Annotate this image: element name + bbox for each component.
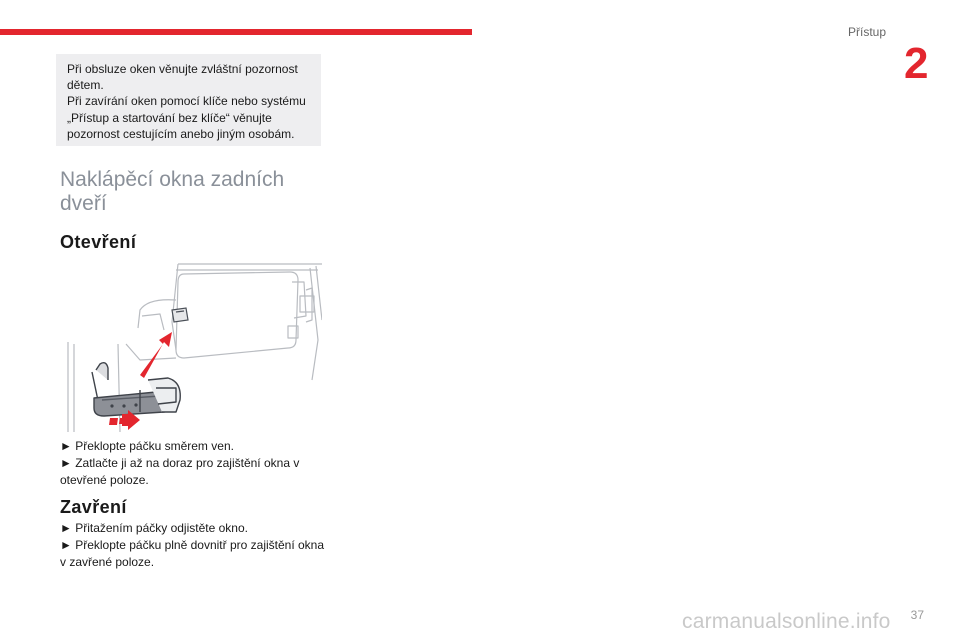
closing-steps xyxy=(60,520,325,570)
step-item: ► Zatlačte ji až na doraz pro zajištění okna v otevřené poloze. xyxy=(60,455,300,487)
step-item: ► Překlopte páčku plně dovnitř pro zajištění okna v zavřené poloze. xyxy=(60,537,325,569)
watermark: carmanualsonline.info xyxy=(682,610,891,633)
closing-heading: Zavření xyxy=(60,497,127,517)
note-line: Při obsluze oken věnujte zvláštní pozornost dětem. xyxy=(67,62,298,93)
note-line: Při zavírání oken pomocí klíče nebo systému „Přístup a startování bez klíče“ věnujte pozornost cestujícím anebo jiným osobám. xyxy=(67,94,306,141)
page-number: 37 xyxy=(910,608,924,622)
step-item: ► Přitažením páčky odjistěte okno. xyxy=(60,521,248,535)
warning-note xyxy=(56,54,321,146)
step-item: ► Překlopte páčku směrem ven. xyxy=(60,439,234,453)
window-latch-illustration xyxy=(60,260,322,435)
opening-heading: Otevření xyxy=(60,232,137,252)
opening-steps xyxy=(60,438,325,488)
chapter-accent-bar xyxy=(0,29,472,35)
section-title: Naklápěcí okna zadních dveří xyxy=(60,168,285,215)
chapter-number: 2 xyxy=(904,39,929,88)
section-name: Přístup xyxy=(847,25,886,39)
